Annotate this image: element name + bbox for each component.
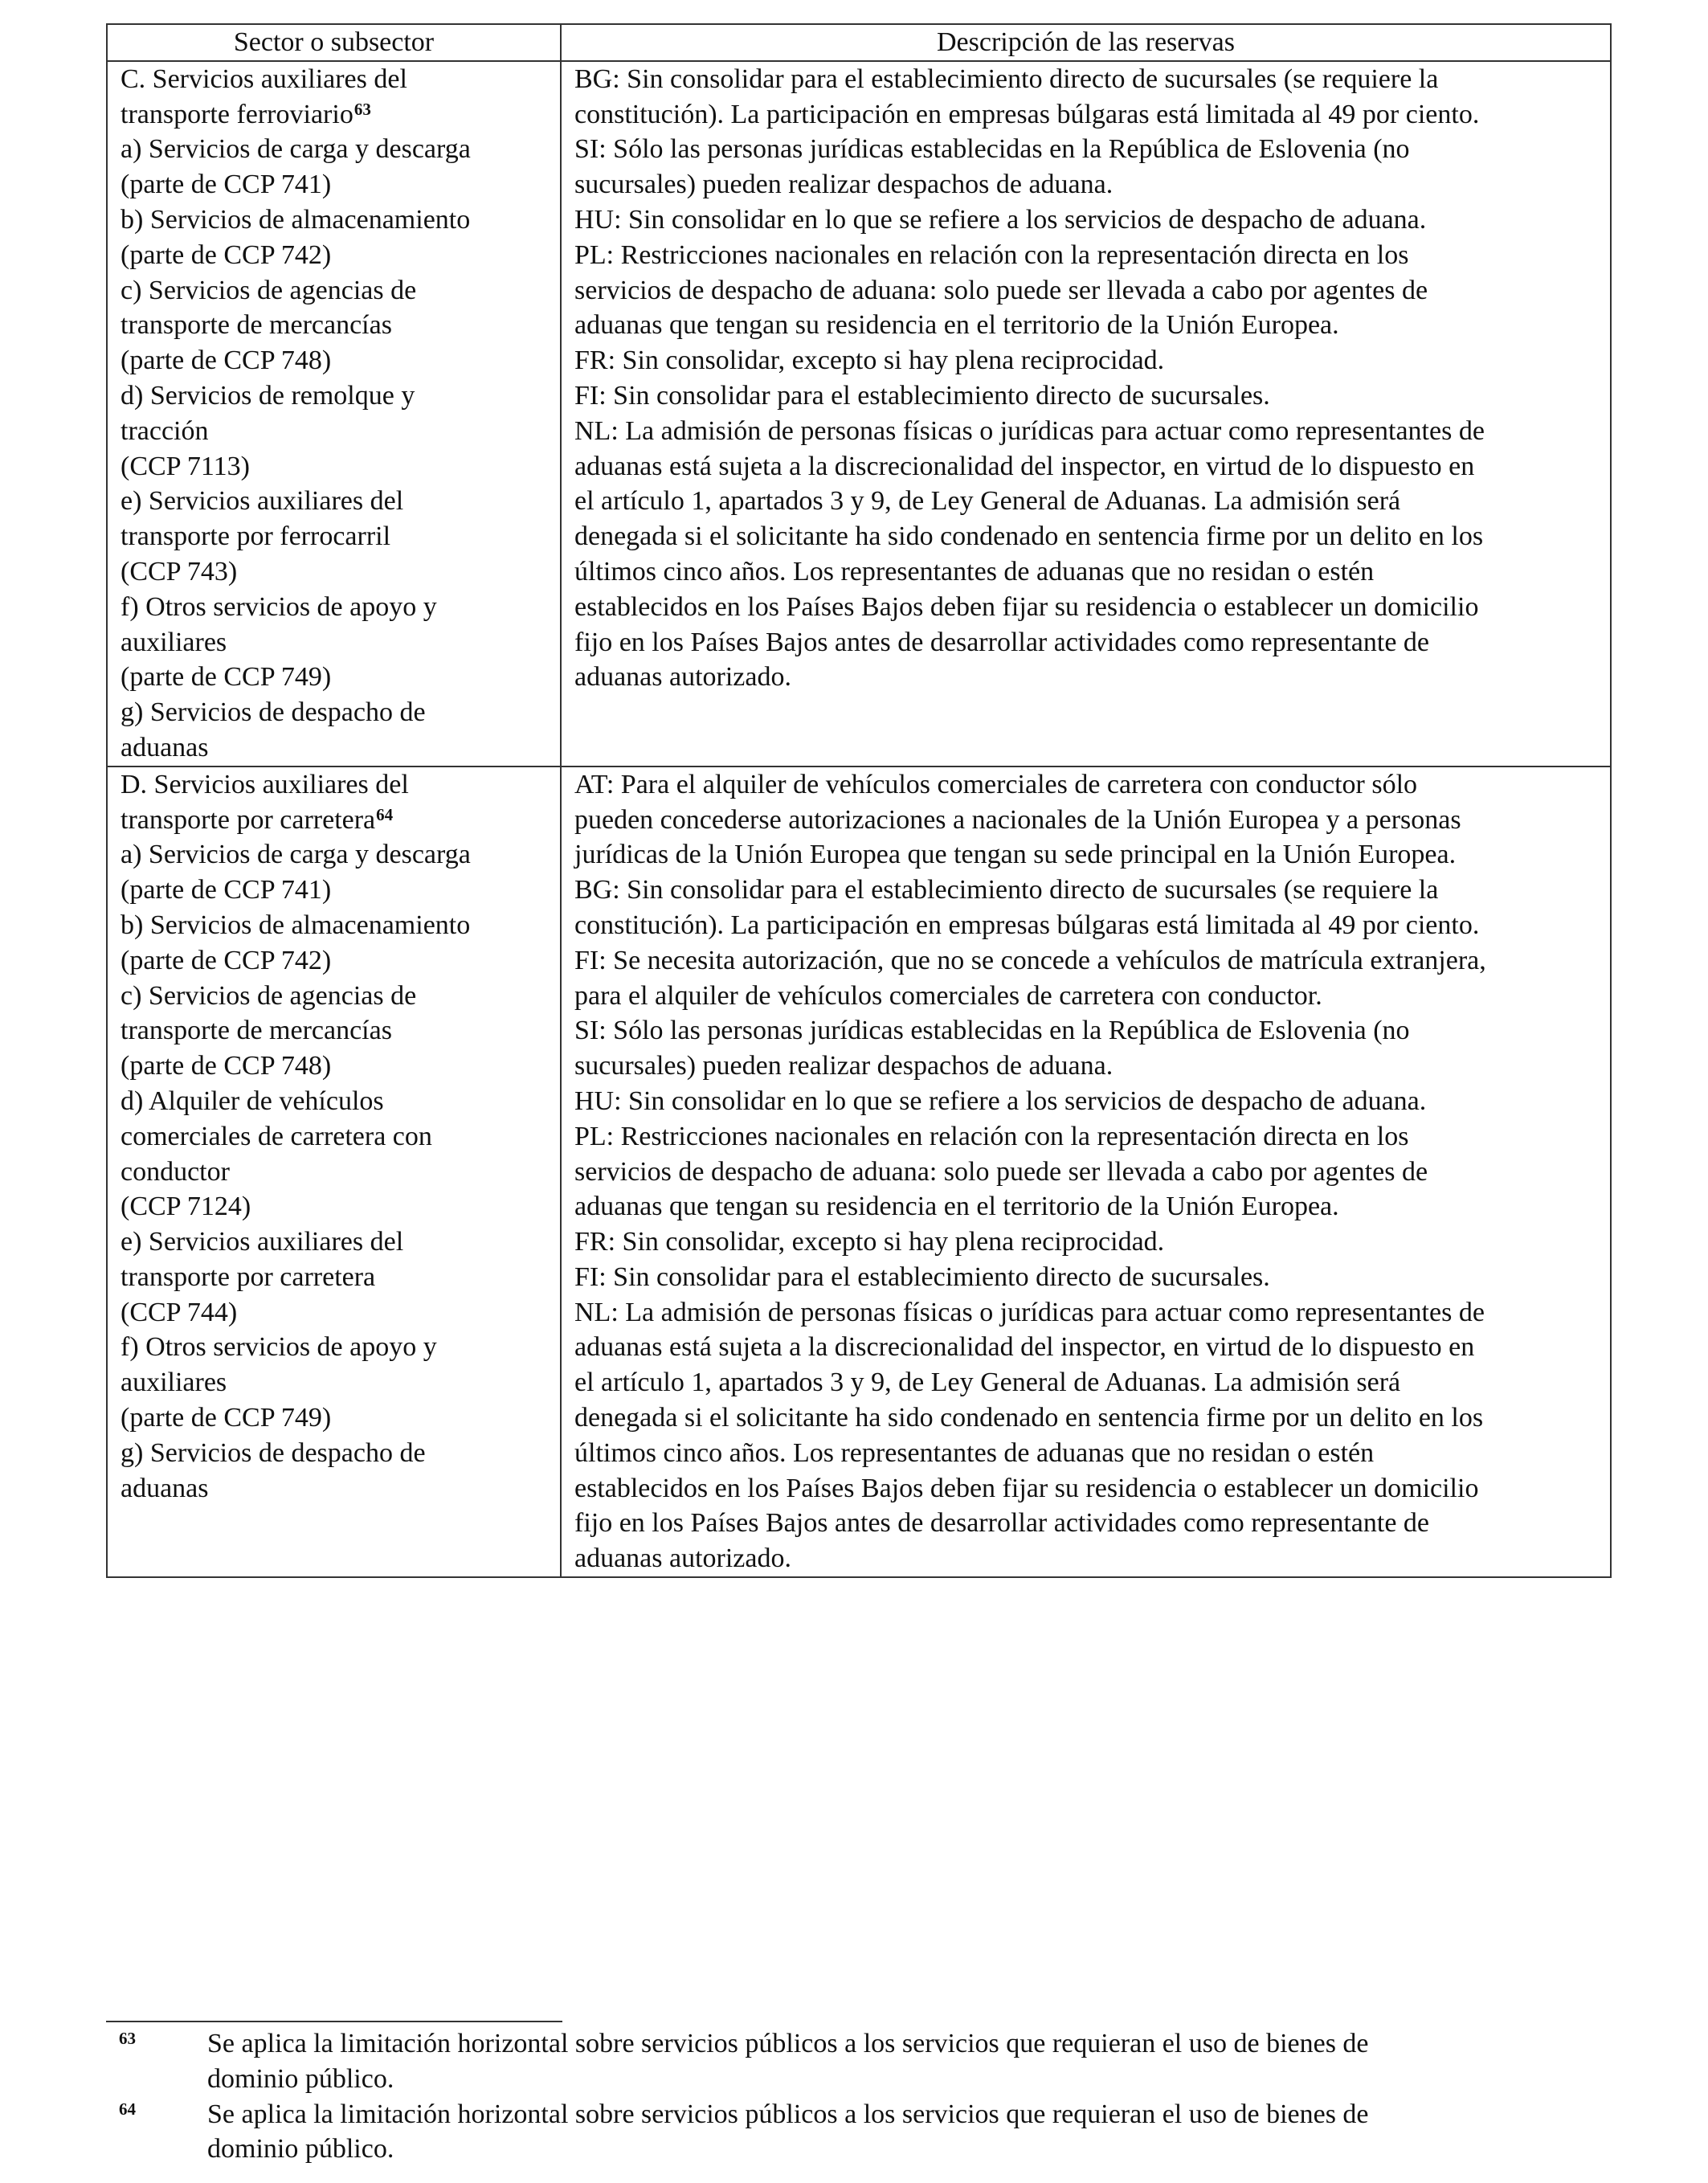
description-line: constitución). La participación en empresas búlgaras está limitada al 49 por ciento.	[574, 910, 1480, 940]
sector-line-text: b) Servicios de almacenamiento	[121, 910, 471, 940]
sector-cell	[107, 767, 561, 1577]
description-line: constitución). La participación en empresas búlgaras está limitada al 49 por ciento.	[574, 99, 1480, 129]
sector-line-text: auxiliares	[121, 627, 227, 657]
sector-line-text: (CCP 744)	[121, 1297, 238, 1327]
description-line: fijo en los Países Bajos antes de desarrollar actividades como representante de	[574, 1508, 1430, 1539]
header-description: Descripción de las reservas	[561, 24, 1611, 61]
sector-line-text: transporte por ferrocarril	[121, 521, 391, 552]
footnote-number: 63	[119, 2029, 136, 2048]
sector-line	[121, 378, 549, 414]
description-line: denegada si el solicitante ha sido condenado en sentencia firme por un delito en los	[574, 521, 1484, 552]
sector-line	[121, 308, 549, 343]
sector-line	[121, 1365, 549, 1400]
description-line: aduanas autorizado.	[574, 662, 791, 693]
description-line: FI: Se necesita autorización, que no se concede a vehículos de matrícula extranjera,	[574, 945, 1486, 975]
description-line: PL: Restricciones nacionales en relación con la representación directa en los	[574, 239, 1409, 270]
sector-line	[121, 979, 549, 1014]
footnote-text: dominio público.	[207, 2134, 394, 2165]
sector-line	[121, 414, 549, 449]
table-body	[107, 61, 1611, 1577]
sector-line	[121, 873, 549, 908]
sector-line	[121, 1013, 549, 1049]
sector-line-text: C. Servicios auxiliares del	[121, 63, 407, 94]
description-line: AT: Para el alquiler de vehículos comerciales de carretera con conductor sólo	[574, 769, 1418, 799]
description-cell	[561, 61, 1611, 767]
description-line: jurídicas de la Unión Europea que tengan su sede principal en la Unión Europea.	[574, 840, 1457, 870]
sector-line-text: transporte ferroviario	[121, 99, 353, 129]
reservations-table	[106, 23, 1612, 1578]
description-line: SI: Sólo las personas jurídicas establecidas en la República de Eslovenia (no	[574, 1016, 1410, 1046]
description-line: últimos cinco años. Los representantes de aduanas que no residan o estén	[574, 556, 1375, 587]
sector-line-text: c) Servicios de agencias de	[121, 980, 417, 1011]
sector-line-text: f) Otros servicios de apoyo y	[121, 1332, 437, 1363]
description-line: BG: Sin consolidar para el establecimiento directo de sucursales (se requiere la	[574, 875, 1439, 905]
sector-line	[121, 1400, 549, 1436]
sector-line	[121, 1330, 549, 1365]
sector-line	[121, 767, 549, 803]
table-row	[107, 61, 1611, 767]
footnote-separator	[106, 2021, 562, 2022]
description-line: para el alquiler de vehículos comerciales de carretera con conductor.	[574, 980, 1322, 1011]
footnote-text: Se aplica la limitación horizontal sobre servicios públicos a los servicios que requieran el uso de bienes de	[207, 2029, 1369, 2058]
sector-line-text: (parte de CCP 741)	[121, 170, 332, 200]
footnote-reference[interactable]: 64	[376, 804, 394, 824]
sector-line-text: (parte de CCP 742)	[121, 945, 332, 975]
description-line: sucursales) pueden realizar despachos de aduana.	[574, 170, 1113, 200]
sector-line	[121, 449, 549, 484]
footnote-number: 64	[119, 2099, 136, 2119]
sector-line	[121, 202, 549, 238]
description-line: denegada si el solicitante ha sido condenado en sentencia firme por un delito en los	[574, 1403, 1484, 1433]
sector-line	[121, 132, 549, 167]
sector-line	[121, 1295, 549, 1331]
description-cell	[561, 767, 1611, 1577]
sector-line	[121, 1260, 549, 1295]
sector-line	[121, 695, 549, 730]
sector-line-text: comerciales de carretera con	[121, 1121, 432, 1151]
footnote-item	[106, 2026, 1610, 2097]
footnote-text: dominio público.	[207, 2063, 394, 2094]
sector-line-text: d) Alquiler de vehículos	[121, 1085, 384, 1116]
description-line: FR: Sin consolidar, excepto si hay plena reciprocidad.	[574, 1227, 1165, 1257]
sector-cell	[107, 61, 561, 767]
footnote-text: Se aplica la limitación horizontal sobre servicios públicos a los servicios que requieran el uso de bienes de	[207, 2099, 1369, 2129]
sector-line-text: aduanas	[121, 732, 209, 762]
sector-line-text: (parte de CCP 741)	[121, 875, 332, 905]
description-line: HU: Sin consolidar en lo que se refiere a los servicios de despacho de aduana.	[574, 204, 1427, 235]
sector-line	[121, 273, 549, 309]
sector-line-text: transporte por carretera	[121, 1261, 376, 1292]
footnote-item	[106, 2097, 1610, 2168]
sector-line-text: auxiliares	[121, 1367, 227, 1398]
sector-line-text: (parte de CCP 749)	[121, 1403, 332, 1433]
sector-line	[121, 238, 549, 273]
sector-line-text: transporte de mercancías	[121, 1016, 392, 1046]
table-header-row	[107, 24, 1611, 61]
sector-line	[121, 343, 549, 378]
sector-line-text: (parte de CCP 748)	[121, 1051, 332, 1081]
sector-line-text: (parte de CCP 742)	[121, 239, 332, 270]
description-line: aduanas que tengan su residencia en el territorio de la Unión Europea.	[574, 1192, 1339, 1222]
sector-line	[121, 1189, 549, 1224]
description-line: servicios de despacho de aduana: solo puede ser llevada a cabo por agentes de	[574, 275, 1428, 305]
description-line: aduanas está sujeta a la discrecionalidad del inspector, en virtud de lo dispuesto en	[574, 451, 1475, 481]
sector-line	[121, 1155, 549, 1190]
sector-line	[121, 1471, 549, 1506]
sector-line-text: conductor	[121, 1156, 230, 1187]
sector-line	[121, 1084, 549, 1119]
footnotes	[106, 2026, 1610, 2167]
sector-line-text: aduanas	[121, 1473, 209, 1503]
sector-line-text: a) Servicios de carga y descarga	[121, 840, 471, 870]
sector-line-text: transporte de mercancías	[121, 310, 392, 341]
sector-line-text: d) Servicios de remolque y	[121, 380, 415, 411]
description-line: NL: La admisión de personas físicas o jurídicas para actuar como representantes de	[574, 1297, 1485, 1327]
description-line: PL: Restricciones nacionales en relación con la representación directa en los	[574, 1121, 1409, 1151]
sector-line	[121, 908, 549, 943]
sector-line-text: (parte de CCP 748)	[121, 345, 332, 376]
sector-line	[121, 1224, 549, 1260]
description-line: BG: Sin consolidar para el establecimiento directo de sucursales (se requiere la	[574, 63, 1439, 94]
sector-line	[121, 660, 549, 695]
description-line: HU: Sin consolidar en lo que se refiere a los servicios de despacho de aduana.	[574, 1085, 1427, 1116]
sector-line-text: b) Servicios de almacenamiento	[121, 204, 471, 235]
sector-line-text: f) Otros servicios de apoyo y	[121, 591, 437, 622]
footnote-reference[interactable]: 63	[353, 99, 371, 119]
description-line: servicios de despacho de aduana: solo puede ser llevada a cabo por agentes de	[574, 1156, 1428, 1187]
sector-line	[121, 1049, 549, 1084]
sector-line-text: g) Servicios de despacho de	[121, 1437, 426, 1468]
description-line: establecidos en los Países Bajos deben fijar su residencia o establecer un domicilio	[574, 591, 1479, 622]
description-line: FI: Sin consolidar para el establecimiento directo de sucursales.	[574, 380, 1270, 411]
sector-line-text: (CCP 743)	[121, 556, 238, 587]
sector-line-text: e) Servicios auxiliares del	[121, 1227, 404, 1257]
sector-line	[121, 590, 549, 625]
header-sector: Sector o subsector	[107, 24, 561, 61]
sector-line-text: c) Servicios de agencias de	[121, 275, 417, 305]
sector-line-text: g) Servicios de despacho de	[121, 697, 426, 728]
description-line: sucursales) pueden realizar despachos de aduana.	[574, 1051, 1113, 1081]
sector-line	[121, 803, 549, 838]
description-line: últimos cinco años. Los representantes de aduanas que no residan o estén	[574, 1437, 1375, 1468]
sector-line-text: transporte por carretera	[121, 804, 376, 835]
sector-line	[121, 484, 549, 519]
description-line: aduanas autorizado.	[574, 1543, 791, 1574]
description-line: SI: Sólo las personas jurídicas establecidas en la República de Eslovenia (no	[574, 134, 1410, 165]
sector-line	[121, 97, 549, 133]
sector-line-text: (CCP 7113)	[121, 451, 250, 481]
description-line: establecidos en los Países Bajos deben fijar su residencia o establecer un domicilio	[574, 1473, 1479, 1503]
description-line: pueden concederse autorizaciones a nacionales de la Unión Europea y a personas	[574, 804, 1461, 835]
sector-line	[121, 625, 549, 660]
sector-line-text: e) Servicios auxiliares del	[121, 486, 404, 517]
description-line: NL: La admisión de personas físicas o jurídicas para actuar como representantes de	[574, 415, 1485, 446]
description-line: fijo en los Países Bajos antes de desarrollar actividades como representante de	[574, 627, 1430, 657]
description-line: aduanas que tengan su residencia en el territorio de la Unión Europea.	[574, 310, 1339, 341]
description-line: FR: Sin consolidar, excepto si hay plena reciprocidad.	[574, 345, 1165, 376]
sector-line-text: (CCP 7124)	[121, 1192, 251, 1222]
sector-line	[121, 943, 549, 979]
sector-line-text: D. Servicios auxiliares del	[121, 769, 409, 799]
sector-line	[121, 837, 549, 873]
description-line: el artículo 1, apartados 3 y 9, de Ley General de Aduanas. La admisión será	[574, 486, 1401, 517]
sector-line	[121, 519, 549, 554]
description-line: FI: Sin consolidar para el establecimiento directo de sucursales.	[574, 1261, 1270, 1292]
sector-line	[121, 167, 549, 202]
sector-line	[121, 62, 549, 97]
sector-line	[121, 1119, 549, 1155]
sector-line-text: a) Servicios de carga y descarga	[121, 134, 471, 165]
description-line: el artículo 1, apartados 3 y 9, de Ley General de Aduanas. La admisión será	[574, 1367, 1401, 1398]
sector-line	[121, 554, 549, 590]
sector-line	[121, 730, 549, 766]
description-line: aduanas está sujeta a la discrecionalidad del inspector, en virtud de lo dispuesto en	[574, 1332, 1475, 1363]
sector-line-text: tracción	[121, 415, 209, 446]
sector-line-text: (parte de CCP 749)	[121, 662, 332, 693]
table-row	[107, 767, 1611, 1577]
sector-line	[121, 1436, 549, 1471]
